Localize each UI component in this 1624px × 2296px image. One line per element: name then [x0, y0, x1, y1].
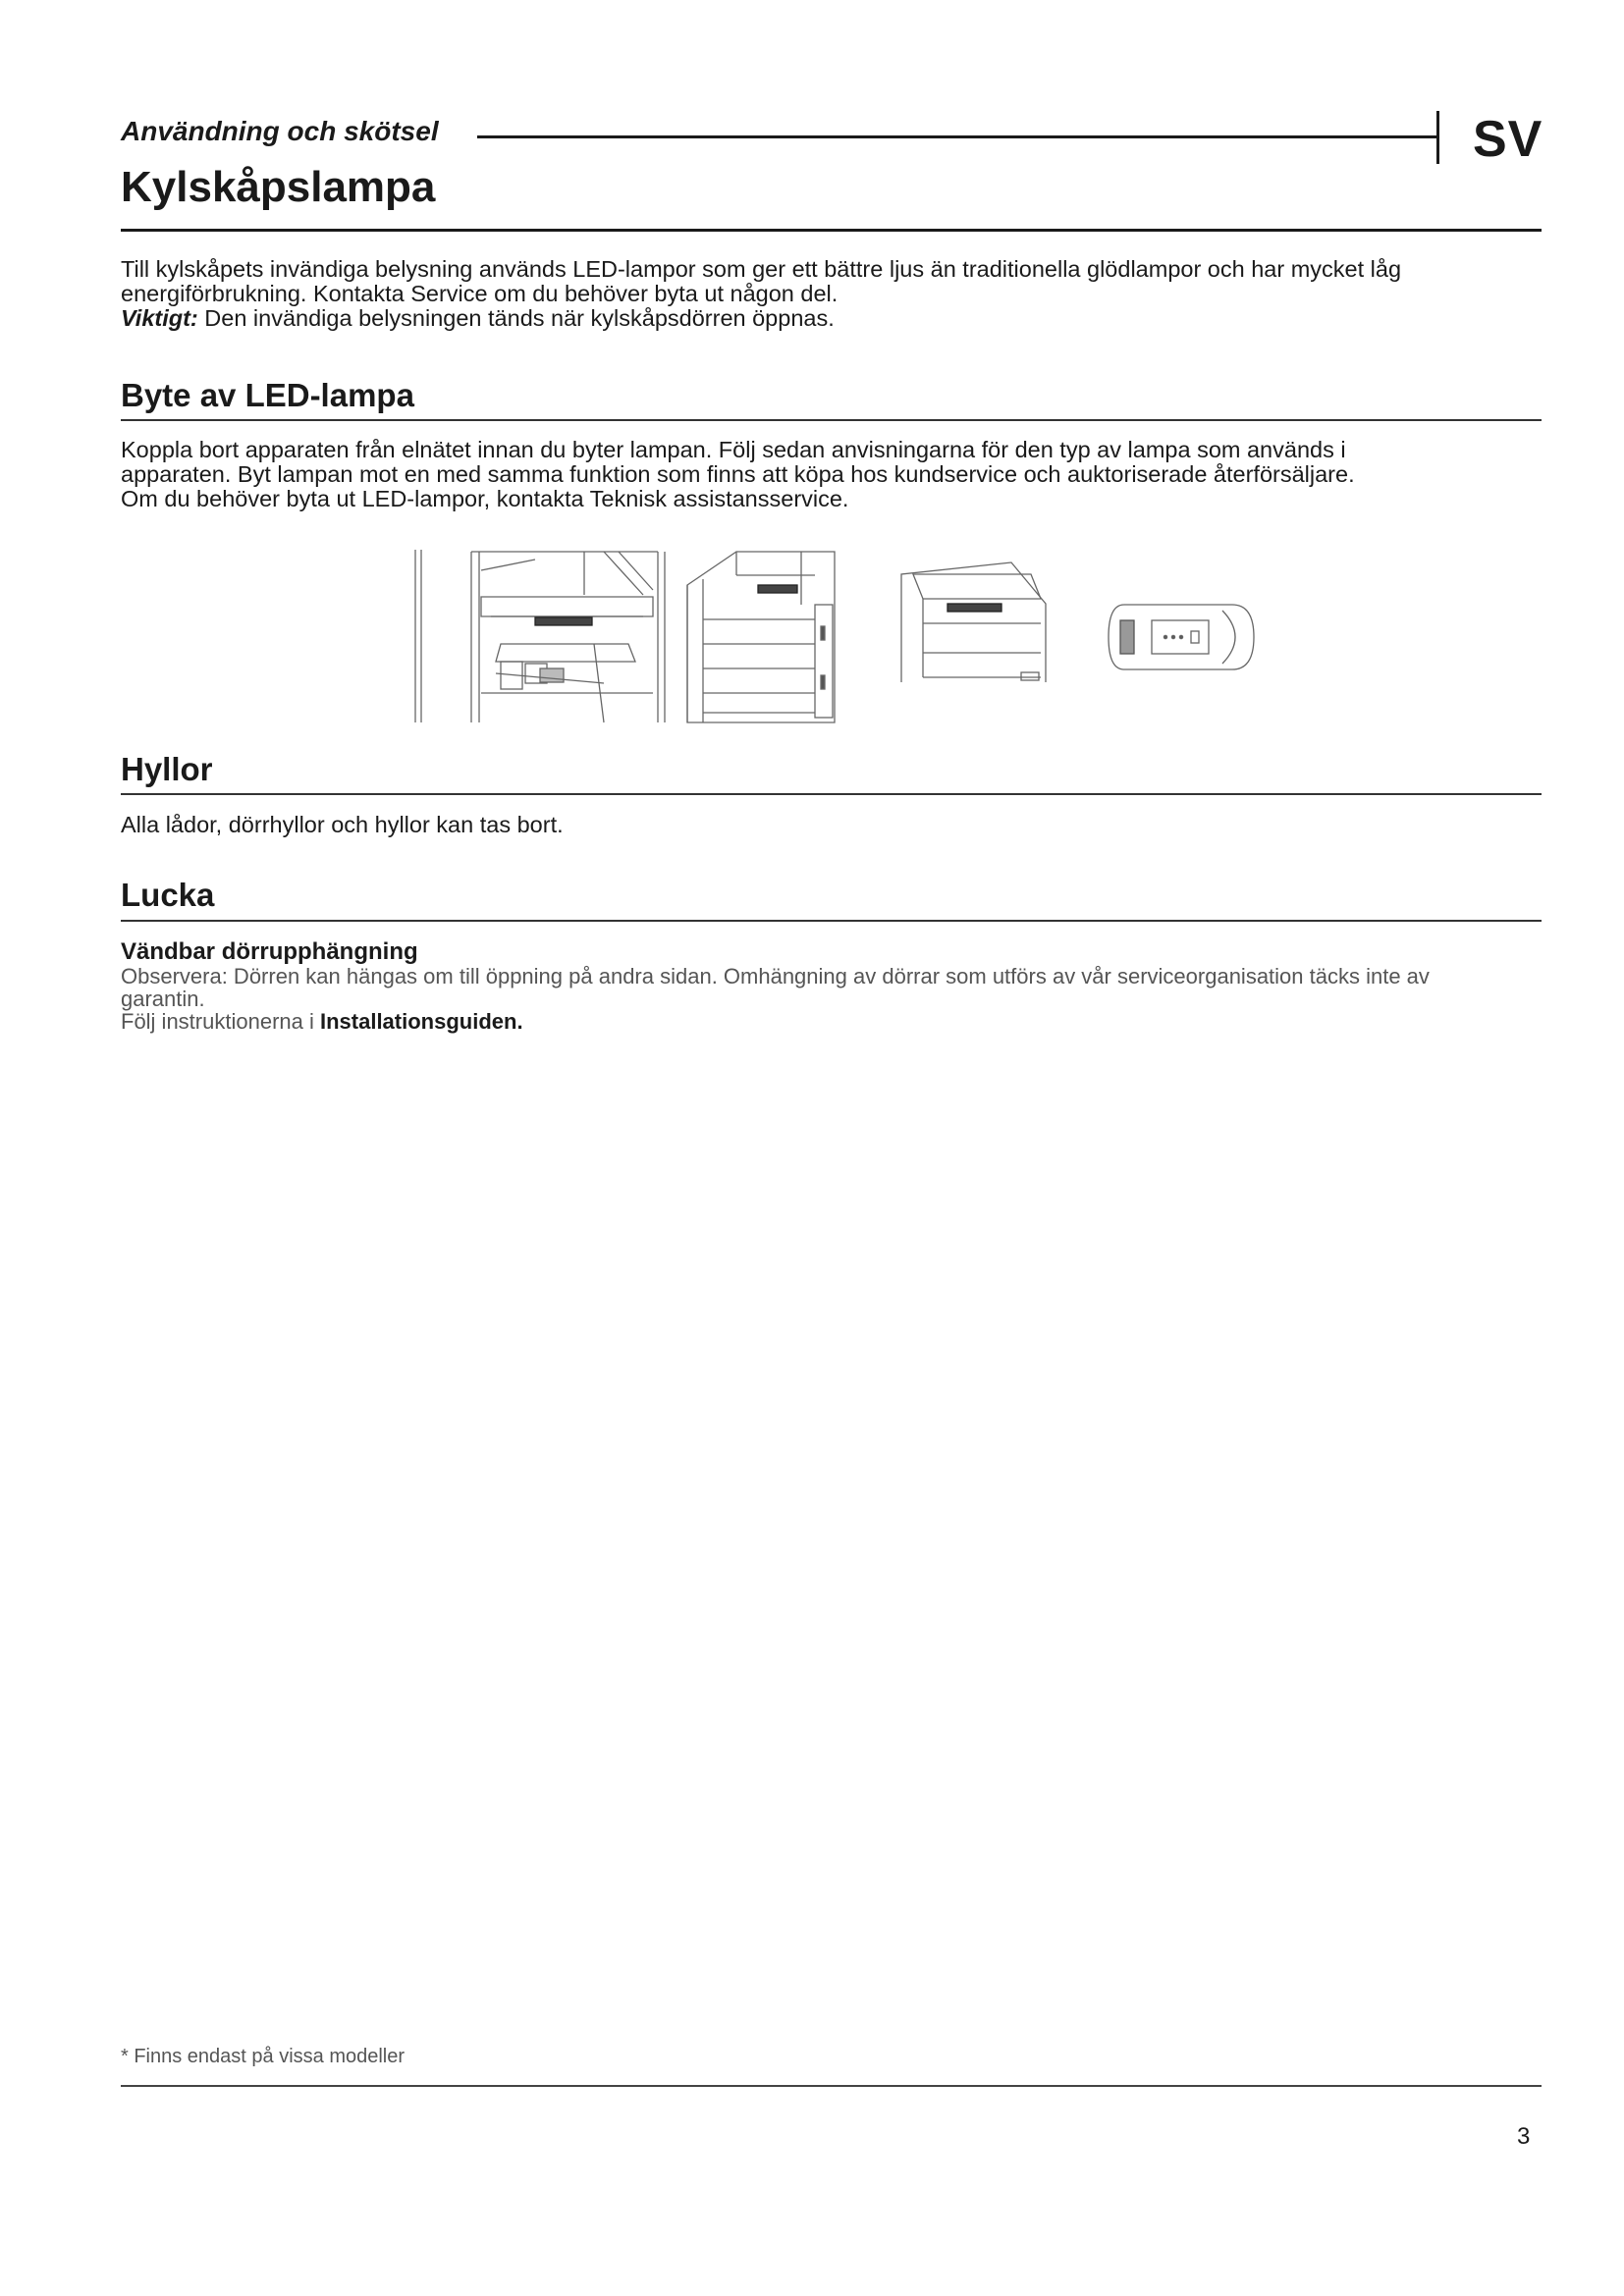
door-line-3-prefix: Följ instruktionerna i — [121, 1009, 320, 1034]
important-label: Viktigt: — [121, 305, 198, 331]
door-line-3 — [121, 1010, 1540, 1033]
led-illustration-3 — [893, 555, 1051, 687]
section-heading-door: Lucka — [121, 877, 215, 913]
door-paragraph — [121, 965, 1540, 1033]
important-text: Den invändiga belysningen tänds när kylskåpsdörren öppnas. — [197, 305, 835, 331]
intro-important — [121, 306, 1540, 331]
door-subheading: Vändbar dörrupphängning — [121, 938, 418, 965]
intro-line-1: Till kylskåpets invändiga belysning används LED-lampor som ger ett bättre ljus än traditionella glödlampor och har mycket låg — [121, 256, 1402, 282]
section-heading-led: Byte av LED-lampa — [121, 377, 414, 413]
led-illustration-2 — [677, 546, 839, 724]
intro-paragraph — [121, 257, 1540, 331]
section-header-title: Användning och skötsel — [121, 116, 439, 146]
led-line-2: apparaten. Byt lampan mot en med samma funktion som finns att köpa hos kundservice och auktoriserade återförsäljare. — [121, 461, 1355, 487]
led-illustration-1 — [407, 546, 673, 724]
header-tick — [1436, 111, 1439, 164]
intro-line-2: energiförbrukning. Kontakta Service om du behöver byta ut någon del. — [121, 281, 839, 306]
section-heading-shelves: Hyllor — [121, 751, 213, 787]
page-number: 3 — [1517, 2123, 1531, 2150]
shelves-text: Alla lådor, dörrhyllor och hyllor kan tas bort. — [121, 812, 564, 837]
section-rule-door — [121, 920, 1542, 922]
led-paragraph — [121, 438, 1540, 511]
section-rule-led — [121, 419, 1542, 421]
page-title: Kylskåpslampa — [121, 163, 436, 211]
title-rule — [121, 229, 1542, 232]
led-illustration-4 — [1105, 601, 1257, 674]
language-code: SV — [1473, 111, 1543, 168]
led-line-3: Om du behöver byta ut LED-lampor, kontakta Teknisk assistansservice. — [121, 486, 849, 511]
door-line-1: Observera: Dörren kan hängas om till öppning på andra sidan. Omhängning av dörrar som utförs av vår serviceorganisation täcks inte av — [121, 964, 1430, 988]
footer-rule — [121, 2085, 1542, 2087]
led-line-1: Koppla bort apparaten från elnätet innan du byter lampan. Följ sedan anvisningarna för den typ av lampa som används i — [121, 437, 1346, 462]
header-rule — [477, 135, 1437, 138]
footnote: * Finns endast på vissa modeller — [121, 2046, 406, 2067]
section-rule-shelves — [121, 793, 1542, 795]
door-line-2: garantin. — [121, 987, 205, 1011]
installation-guide-reference: Installationsguiden. — [319, 1009, 523, 1034]
